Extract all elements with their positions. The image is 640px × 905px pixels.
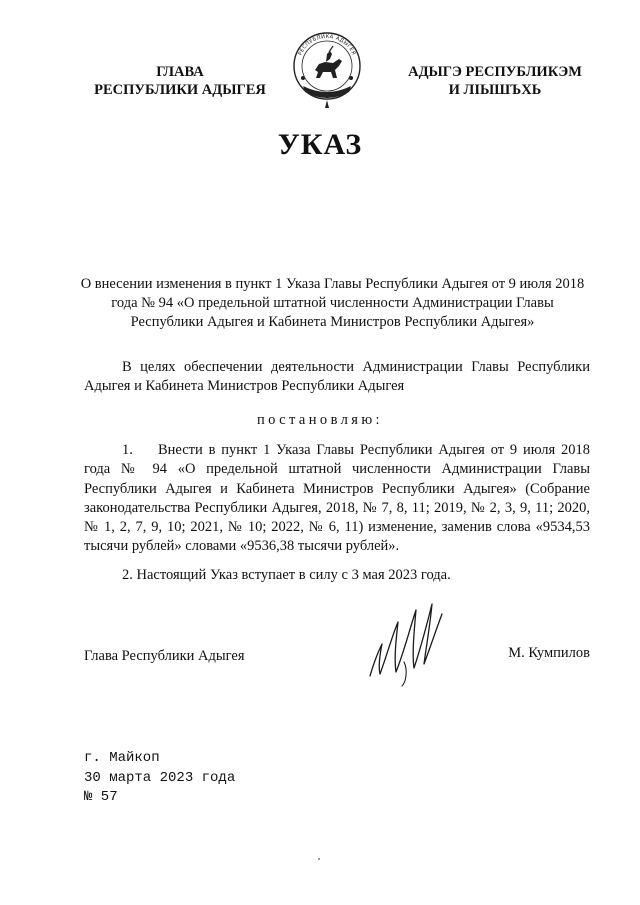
header-right-block [380,63,610,99]
item-1-text: Внести в пункт 1 Указа Главы Республики Адыгея от 9 июля 2018 года № 94 «О предельной штатной численности Администрации Главы Республики Адыгея и Кабинета Министров Республики Адыгея» (Собрание законодательства Республики Адыгея, 2018, № 7, 8, 11; 2019, № 2, 3, 9, 11; 2020, № 1, 2, 7, 9, 10; 2021, № 10; 2022, № 6, 11) изменение, заменив слова «9534,53 тысячи рублей» словами «9536,38 тысячи рублей». [84,442,590,555]
header-left-line1: ГЛАВА [156,64,204,80]
header-left-block [70,63,290,99]
signatory-name: М. Кумпилов [508,645,590,661]
coat-of-arms-emblem [289,26,365,110]
scan-speck [318,858,320,860]
decree-preamble: В целях обеспечении деятельности Администрации Главы Республики Адыгея и Кабинета Министров Республики Адыгея [84,359,590,394]
header-left-line2: РЕСПУБЛИКИ АДЫГЕЯ [94,82,266,98]
handwritten-signature [364,592,456,688]
decree-item-2: 2. Настоящий Указ вступает в силу с 3 мая 2023 года. [122,567,451,583]
decree-item-1 [84,441,590,557]
footer-date: 30 марта 2023 года [84,769,236,786]
footer-city: г. Майкоп [84,750,160,766]
decree-subject: О внесении изменения в пункт 1 Указа Главы Республики Адыгея от 9 июля 2018 года № 94 «О предельной штатной численности Администрации Главы Республики Адыгея и Кабинета Министров Республики Адыгея» [80,276,585,330]
item-1-number: 1. [122,442,133,458]
document-title: УКАЗ [277,128,363,161]
footer-number: № 57 [84,789,118,805]
header-right-line1: АДЫГЭ РЕСПУБЛИКЭМ [408,64,582,80]
svg-text:РЕСПУБЛИКА АДЫГЕЯ [297,34,356,56]
decree-word: постановляю: [257,412,383,428]
header-right-line2: И ЛІЫШЪХЬ [448,82,542,98]
signatory-position: Глава Республики Адыгея [84,648,245,664]
emblem-ring-text: РЕСПУБЛИКА АДЫГЕЯ [297,33,357,57]
document-footer [84,749,235,808]
